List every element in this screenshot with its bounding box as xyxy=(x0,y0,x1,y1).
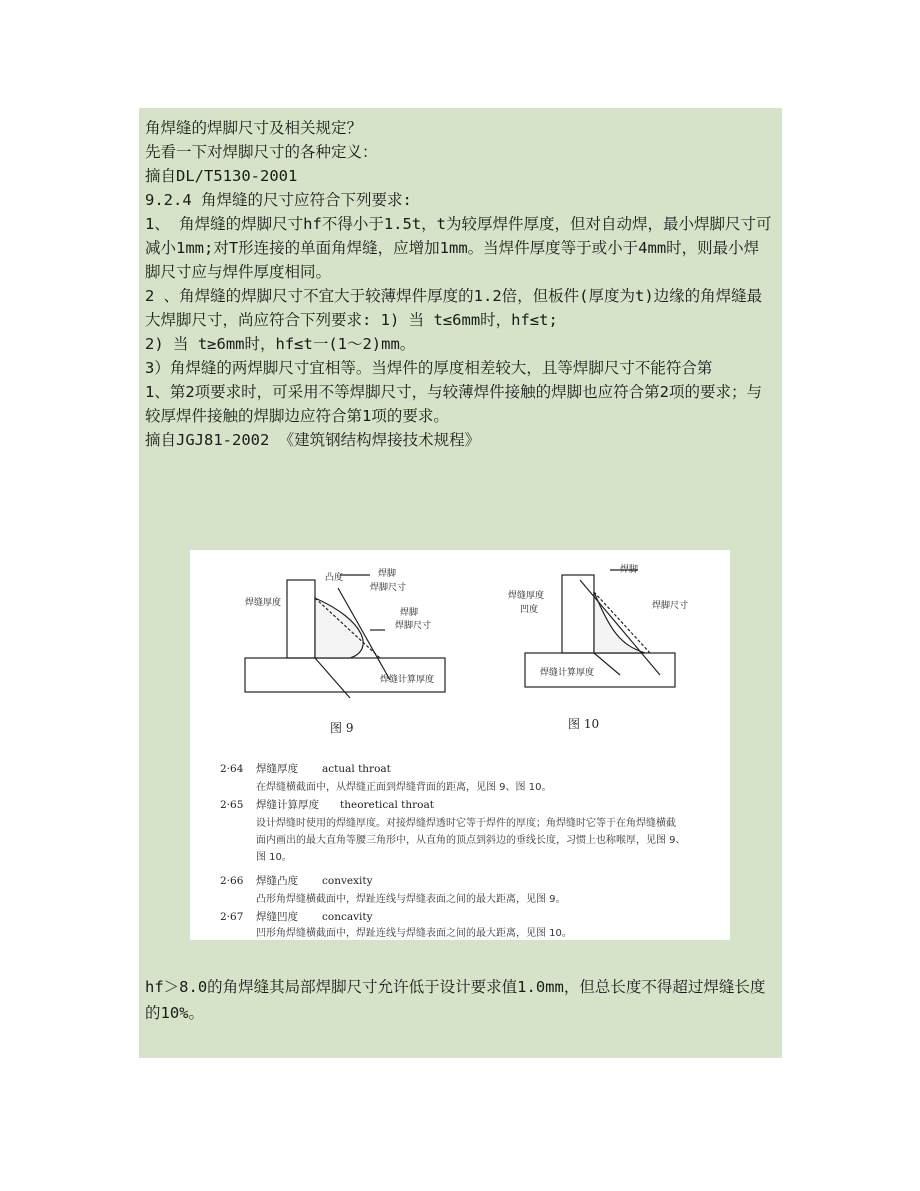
document-panel xyxy=(139,108,782,1058)
term-chinese: 焊缝凹度 xyxy=(256,911,298,923)
fig9-caption: 图 9 xyxy=(330,721,354,735)
term-english: theoretical throat xyxy=(340,799,434,811)
fig10-calc-throat-label: 焊缝计算厚度 xyxy=(540,668,595,678)
term-description: 凹形角焊缝横截面中，焊趾连线与焊缝表面之间的最大距离，见图 10。 xyxy=(256,928,572,939)
term-english: concavity xyxy=(322,911,373,923)
weld-diagram-svg xyxy=(190,550,730,940)
rule-1: 1、 角焊缝的焊脚尺寸hf不得小于1.5t，t为较厚焊件厚度，但对自动焊，最小焊脚尺寸可减小1mm;对T形连接的单面角焊缝，应增加1mm。当焊件厚度等于或小于4mm时，则最小焊脚尺寸应与焊件厚度相同。 xyxy=(145,215,772,281)
source-line-2: 摘自JGJ81-2002 《建筑钢结构焊接技术规程》 xyxy=(145,431,481,449)
fig10-leg-size-label: 焊脚尺寸 xyxy=(652,601,689,611)
fig10-vertical-plate xyxy=(562,575,594,653)
term-english: actual throat xyxy=(322,763,391,775)
fig10-leg-label: 焊脚 xyxy=(620,565,639,575)
term-description: 凸形角焊缝横截面中，焊趾连线与焊缝表面之间的最大距离，见图 9。 xyxy=(256,894,566,905)
fig9-calc-throat-label: 焊缝计算厚度 xyxy=(380,675,435,685)
fig10-throat-leader xyxy=(594,653,620,675)
term-definitions xyxy=(220,762,686,939)
term-number: 2·66 xyxy=(220,875,244,887)
term-number: 2·67 xyxy=(220,911,244,923)
fig9-leg-size2-label: 焊脚尺寸 xyxy=(395,621,432,631)
fig9-weld-bead xyxy=(315,598,363,658)
fig10-concavity-label: 凹度 xyxy=(520,605,539,615)
fig9-throat-label: 焊缝厚度 xyxy=(245,598,282,608)
term-description: 图 10。 xyxy=(256,852,292,863)
term-chinese: 焊缝凸度 xyxy=(256,875,298,887)
fig9-leg2-label: 焊脚 xyxy=(400,608,419,618)
term-number: 2·65 xyxy=(220,799,244,811)
intro-line: 先看一下对焊脚尺寸的各种定义： xyxy=(145,143,378,161)
fig9-vertical-plate xyxy=(287,580,315,658)
term-english: convexity xyxy=(322,875,373,887)
fig10-caption: 图 10 xyxy=(568,717,600,731)
term-description: 在焊缝横截面中，从焊缝正面到焊缝背面的距离，见图 9、图 10。 xyxy=(256,782,552,793)
fig10-throat-label: 焊缝厚度 xyxy=(508,591,545,601)
term-chinese: 焊缝厚度 xyxy=(256,763,298,775)
fig9-convexity-label: 凸度 xyxy=(325,573,344,583)
source-line: 摘自DL/T5130-2001 xyxy=(145,167,298,185)
rule-3: 3）角焊缝的两焊脚尺寸宜相等。当焊件的厚度相差较大，且等焊脚尺寸不能符合第 xyxy=(145,359,713,377)
fig9-leg-label: 焊脚 xyxy=(378,569,397,579)
fig10-dim-line xyxy=(580,580,660,675)
term-description: 面内画出的最大直角等腰三角形中，从直角的顶点到斜边的垂线长度，习惯上也称喉厚，见图 9、 xyxy=(256,835,686,846)
rule-2-sub: 2) 当 t≥6mm时，hf≤t一(1～2)mm。 xyxy=(145,335,416,353)
term-description: 设计焊缝时使用的焊缝厚度。对接焊缝焊透时它等于焊件的厚度；角焊缝时它等于在角焊缝横截 xyxy=(256,818,676,829)
fig9-leg-size-label: 焊脚尺寸 xyxy=(370,583,407,593)
rule-3-cont: 1、第2项要求时，可采用不等焊脚尺寸，与较薄焊件接触的焊脚也应符合第2项的要求；与较厚焊件接触的焊脚边应符合第1项的要求。 xyxy=(145,383,762,425)
section-heading: 9.2.4 角焊缝的尺寸应符合下列要求: xyxy=(145,191,412,209)
title-line: 角焊缝的焊脚尺寸及相关规定？ xyxy=(145,119,363,137)
closing-text xyxy=(145,974,774,1026)
term-number: 2·64 xyxy=(220,763,244,775)
term-chinese: 焊缝计算厚度 xyxy=(256,799,319,811)
body-text xyxy=(145,116,774,452)
closing-paragraph: hf＞8.0的角焊缝其局部焊脚尺寸允许低于设计要求值1.0mm，但总长度不得超过焊缝长度的10%。 xyxy=(145,978,766,1022)
rule-2: 2 、角焊缝的焊脚尺寸不宜大于较薄焊件厚度的1.2倍，但板件(厚度为t)边缘的角焊缝最大焊脚尺寸，尚应符合下列要求: 1) 当 t≤6mm时，hf≤t; xyxy=(145,287,763,329)
weld-figure xyxy=(190,550,730,940)
